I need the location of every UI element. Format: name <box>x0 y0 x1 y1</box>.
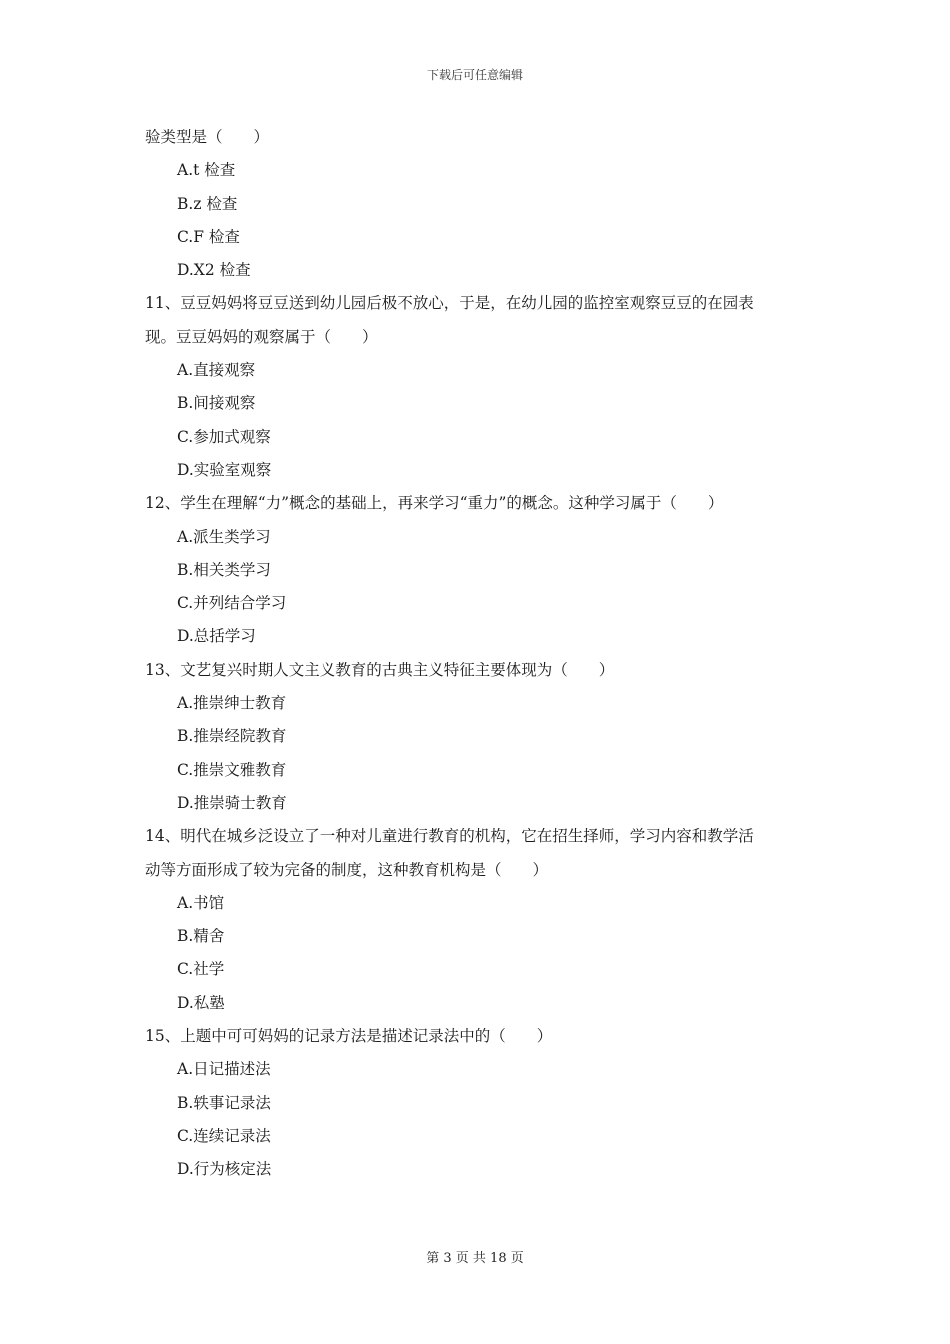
question-11-option-d: D.实验室观察 <box>177 460 272 479</box>
question-11-option-b: B.间接观察 <box>177 394 256 413</box>
question-12-option-d: D.总括学习 <box>177 627 256 646</box>
question-10-option-a: A.t 检查 <box>177 161 236 180</box>
question-12-stem: 12、学生在理解“力”概念的基础上，再来学习“重力”的概念。这种学习属于（ ） <box>145 494 724 513</box>
question-15-option-b: B.轶事记录法 <box>177 1093 271 1112</box>
question-10-option-b: B.z 检查 <box>177 194 238 213</box>
question-10-stem: 验类型是（ ） <box>145 128 270 146</box>
question-11-stem-line1: 11、豆豆妈妈将豆豆送到幼儿园后极不放心，于是，在幼儿园的监控室观察豆豆的在园表 <box>145 294 754 313</box>
question-12-option-c: C.并列结合学习 <box>177 594 287 613</box>
question-15-stem: 15、上题中可可妈妈的记录方法是描述记录法中的（ ） <box>145 1027 553 1046</box>
question-14-option-a: A.书馆 <box>177 893 225 912</box>
question-15-option-c: C.连续记录法 <box>177 1126 271 1145</box>
question-14-option-d: D.私塾 <box>177 993 225 1012</box>
question-10-option-d: D.X2 检查 <box>177 261 251 280</box>
question-13-option-d: D.推崇骑士教育 <box>177 793 287 812</box>
question-13-option-c: C.推崇文雅教育 <box>177 760 287 779</box>
question-12-option-a: A.派生类学习 <box>177 527 271 546</box>
question-15-option-d: D.行为核定法 <box>177 1160 272 1179</box>
page-header: 下载后可任意编辑 <box>426 68 523 82</box>
question-14-stem-line2: 动等方面形成了较为完备的制度，这种教育机构是（ ） <box>145 860 549 879</box>
question-10-option-c: C.F 检查 <box>177 227 240 246</box>
question-13-stem: 13、文艺复兴时期人文主义教育的古典主义特征主要体现为（ ） <box>145 660 615 679</box>
question-13-option-a: A.推崇绅士教育 <box>177 694 287 713</box>
page-footer: 第 3 页 共 18 页 <box>426 1251 524 1266</box>
question-11-option-a: A.直接观察 <box>177 361 256 380</box>
question-14-option-b: B.精舍 <box>177 927 225 946</box>
question-list <box>145 121 825 1187</box>
question-15-option-a: A.日记描述法 <box>177 1060 271 1079</box>
question-13-option-b: B.推崇经院教育 <box>177 727 287 746</box>
question-11-option-c: C.参加式观察 <box>177 427 271 446</box>
question-14-option-c: C.社学 <box>177 960 225 979</box>
question-12-option-b: B.相关类学习 <box>177 560 271 579</box>
question-14-stem-line1: 14、明代在城乡泛设立了一种对儿童进行教育的机构，它在招生择师，学习内容和教学活 <box>145 827 754 846</box>
question-11-stem-line2: 现。豆豆妈妈的观察属于（ ） <box>145 327 378 346</box>
